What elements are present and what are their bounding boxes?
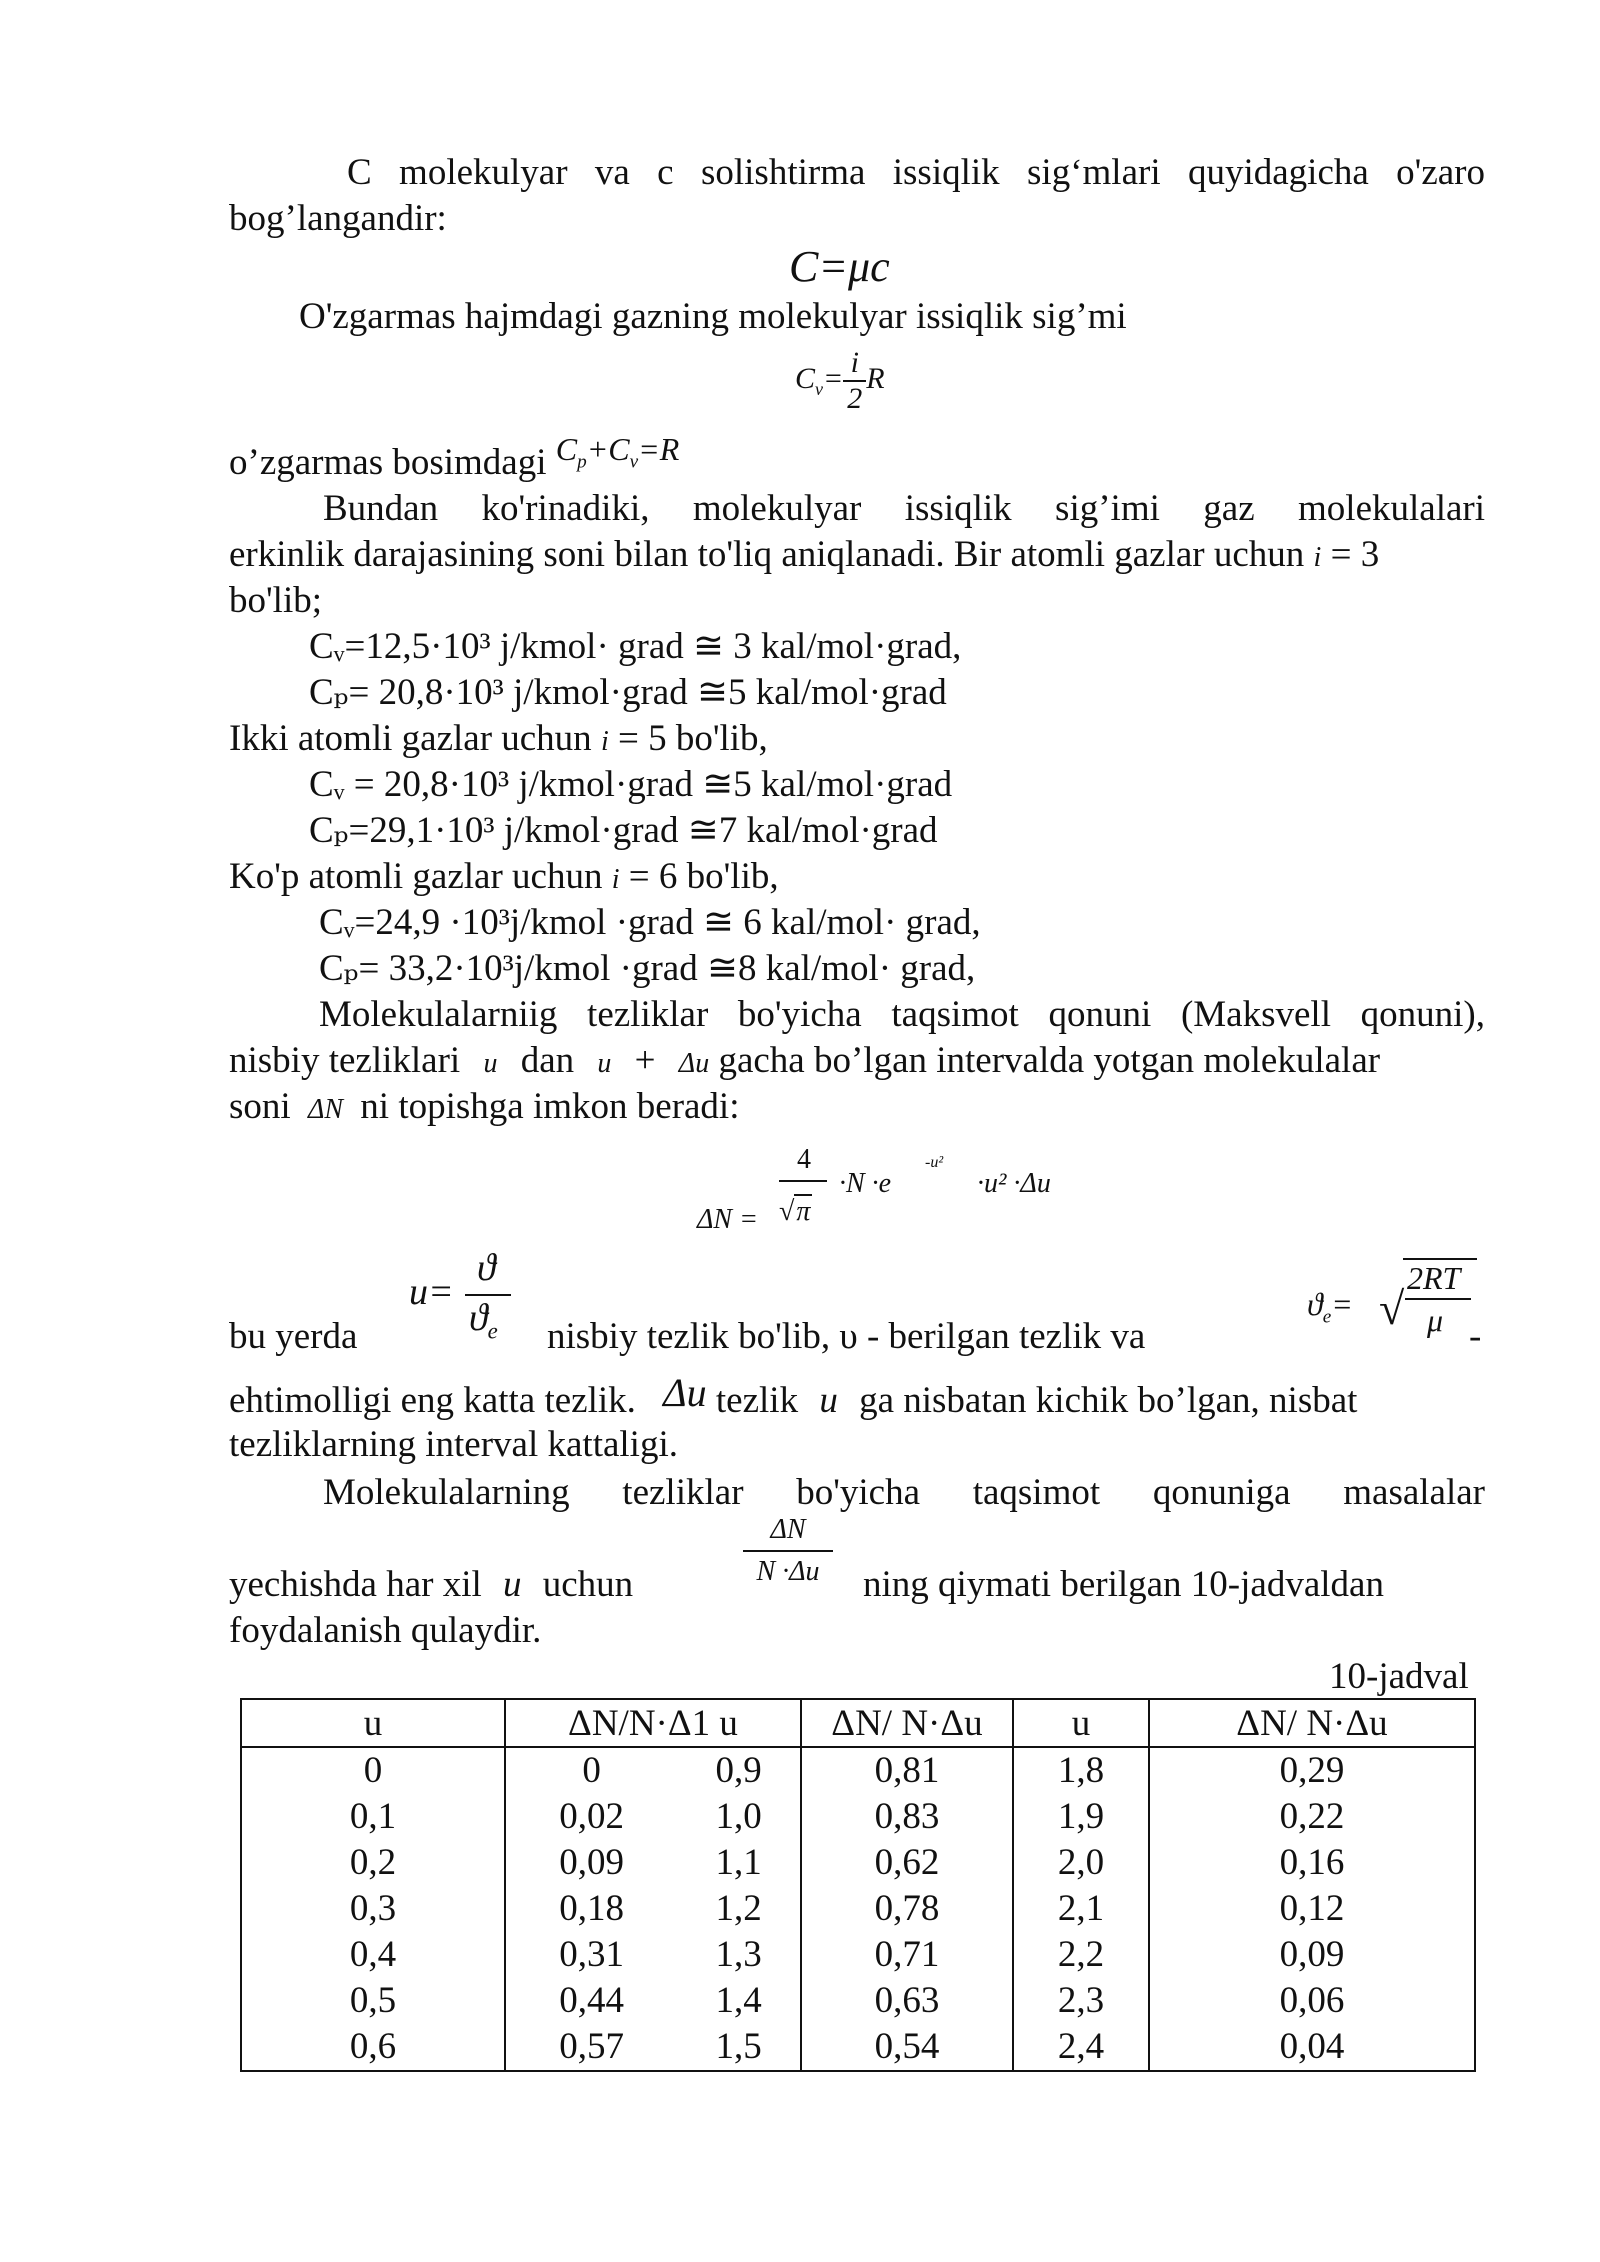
para6-uchun: uchun <box>542 1564 634 1605</box>
para3-gacha: gacha bo’lgan intervalda yotgan molekulalar <box>718 1040 1381 1081</box>
table-cell: 1,9 <box>1013 1794 1149 1840</box>
di-intro-text: Ikki atomli gazlar uchun <box>229 718 592 759</box>
delta-u: Δu <box>663 1370 707 1415</box>
para2-line1: Bundan ko'rinadiki, molekulyar issiqlik sig’imi gaz molekulalari <box>323 488 1485 529</box>
maxwell-tail: ·u² ·Δu <box>977 1168 1051 1199</box>
para5-ehtimolligi: ehtimolligi eng katta tezlik. <box>229 1380 636 1421</box>
i-symbol: i <box>1313 542 1322 573</box>
para5-line2: tezliklarning interval kattaligi. <box>229 1424 678 1465</box>
para4-nisbiy: nisbiy tezlik bo'lib, υ - berilgan tezlik va <box>547 1316 1146 1357</box>
cp-v: v <box>629 451 639 473</box>
poly-intro-text: Ko'p atomli gazlar uchun <box>229 856 603 897</box>
frac-dn: ΔN <box>770 1514 806 1545</box>
table-row <box>241 2024 1475 2071</box>
frac-num-i: i <box>843 346 866 382</box>
header-u-2: u <box>1013 1699 1149 1747</box>
para3-line3 <box>229 1084 740 1133</box>
delta-u: Δu <box>678 1048 710 1079</box>
table-cell: 1,2 <box>677 1886 801 1932</box>
table-cell: 0,57 <box>505 2024 677 2071</box>
u-eq-num: ϑ <box>477 1247 496 1289</box>
table-cell: 0,81 <box>801 1747 1013 1794</box>
maxwell-formula <box>697 1140 1257 1250</box>
table-cell: 0,02 <box>505 1794 677 1840</box>
table-cell: 0,31 <box>505 1932 677 1978</box>
cv-sub: v <box>815 378 824 399</box>
para6-yechishda: yechishda har xil <box>229 1564 482 1605</box>
poly-cp: Cₚ= 33,2·10³j/kmol ·grad ≅8 kal/mol· grad, <box>319 948 976 989</box>
table-row <box>241 1978 1475 2024</box>
para6-line2 <box>229 1562 1485 1608</box>
ve-lhs: $ϑ_e=$ <box>1307 1286 1353 1328</box>
table-row <box>241 1747 1475 1794</box>
dash: - <box>1469 1316 1482 1357</box>
table-cell: 0,09 <box>1149 1932 1475 1978</box>
table-row <box>241 1794 1475 1840</box>
frac-ndu: N ·Δu <box>743 1550 833 1588</box>
cv-symbol: C <box>795 361 816 395</box>
para4-bu-yerda: bu yerda <box>229 1316 358 1357</box>
header-dn-n-d1u: ΔN/N·Δ1 u <box>505 1699 801 1747</box>
table-cell: 0,63 <box>801 1978 1013 2024</box>
table-cell: 0,5 <box>241 1978 505 2024</box>
para3-line2 <box>229 1038 1485 1087</box>
para1-line2: bog’langandir: <box>229 198 447 239</box>
i-over-2 <box>843 346 866 416</box>
sqrt-sign: √ <box>1379 1283 1405 1334</box>
ve-frac-bar <box>1405 1298 1471 1300</box>
table-cell: 0,18 <box>505 1886 677 1932</box>
cp-c: C <box>555 431 578 467</box>
table-cell: 0,1 <box>241 1794 505 1840</box>
table-cell: 0,16 <box>1149 1840 1475 1886</box>
poly-intro-value: = 6 bo'lib, <box>628 856 779 897</box>
table-row <box>241 1840 1475 1886</box>
table-cell: 0,29 <box>1149 1747 1475 1794</box>
table-cell: 0,09 <box>505 1840 677 1886</box>
r-symbol: R <box>866 361 885 395</box>
para6-line1: Molekulalarning tezliklar bo'yicha taqsimot qonuniga masalalar <box>323 1472 1485 1513</box>
table-cell: 1,8 <box>1013 1747 1149 1794</box>
para3-nisbiy: nisbiy tezliklari <box>229 1040 461 1081</box>
equation-c-mu-c: C=μc <box>789 242 890 291</box>
table-cell: 2,1 <box>1013 1886 1149 1932</box>
u-eq-lhs: u= <box>409 1271 454 1313</box>
table-cell: 0 <box>241 1747 505 1794</box>
theta-symbol: ϑ <box>1307 1286 1323 1322</box>
table-cell: 0,62 <box>801 1840 1013 1886</box>
i-symbol: i <box>611 864 620 895</box>
maxwell-lhs: ΔN = <box>697 1204 759 1235</box>
para3-topish: ni topishga imkon beradi: <box>360 1086 740 1127</box>
theta-symbol: ϑ <box>469 1297 488 1339</box>
para2-line2 <box>229 532 1379 581</box>
para5-ga: ga nisbatan kichik bo’lgan, nisbat <box>859 1380 1358 1421</box>
table-cell: 1,3 <box>677 1932 801 1978</box>
ve-sub-e: e <box>1322 1306 1332 1328</box>
delta-n: ΔN <box>307 1094 344 1125</box>
u-symbol: u <box>503 1564 522 1605</box>
maxwell-fraction-bar <box>779 1180 827 1182</box>
table-cell: 1,1 <box>677 1840 801 1886</box>
cp-eq-r: =R <box>638 431 680 467</box>
sqrt-pi: √π <box>779 1196 811 1227</box>
para3-line1: Molekulalarniig tezliklar bo'yicha taqsimot qonuni (Maksvell qonuni), <box>319 994 1485 1035</box>
maxwell-exponent: -u² <box>925 1154 944 1171</box>
table-cell: 0,22 <box>1149 1794 1475 1840</box>
table-cell: 2,2 <box>1013 1932 1149 1978</box>
ve-equation <box>1307 1256 1507 1346</box>
table-cell: 0,83 <box>801 1794 1013 1840</box>
table-cell: 0 <box>505 1747 677 1794</box>
table-cell: 1,4 <box>677 1978 801 2024</box>
u-symbol: u <box>597 1048 612 1079</box>
u-symbol: u <box>483 1048 498 1079</box>
para5-line1 <box>229 1370 1485 1424</box>
di-intro <box>229 716 768 765</box>
pi-symbol: π <box>796 1196 811 1227</box>
table-cell: 2,4 <box>1013 2024 1149 2071</box>
header-dn-ndu-2: ΔN/ N·Δu <box>1149 1699 1475 1747</box>
table-cell: 0,9 <box>677 1747 801 1794</box>
di-intro-value: = 5 bo'lib, <box>617 718 768 759</box>
maxwell-n-e: ·N ·e <box>839 1168 892 1199</box>
ve-num: 2RT <box>1407 1260 1461 1296</box>
para2-line3: bo'lib; <box>229 580 323 621</box>
mono-cv: Cᵥ=12,5·10³ j/kmol· grad ≅ 3 kal/mol·grad, <box>309 626 962 667</box>
cp-intro-text: o’zgarmas bosimdagi <box>229 442 547 483</box>
table-row <box>241 1886 1475 1932</box>
maxwell-num: 4 <box>797 1144 811 1175</box>
equation-cv: $C_v=$ $\frac{i}{2}$ R <box>795 346 885 415</box>
para4-line1 <box>229 1314 1485 1360</box>
table-cell: 0,2 <box>241 1840 505 1886</box>
data-table <box>240 1698 1476 2072</box>
header-dn-ndu: ΔN/ N·Δu <box>801 1699 1013 1747</box>
table-cell: 0,12 <box>1149 1886 1475 1932</box>
cp-p: p <box>577 451 587 473</box>
para3-dan: dan <box>520 1040 575 1081</box>
para2-line2-text: erkinlik darajasining soni bilan to'liq aniqlanadi. Bir atomli gazlar uchun <box>229 534 1305 575</box>
table-cell: 2,3 <box>1013 1978 1149 2024</box>
poly-intro <box>229 854 779 903</box>
cp-plus-c: +C <box>586 431 630 467</box>
di-cv: Cᵥ = 20,8·10³ j/kmol·grad ≅5 kal/mol·grad <box>309 764 953 805</box>
para1-line1: C molekulyar va c solishtirma issiqlik sig‘mlari quyidagicha o'zaro <box>347 152 1485 193</box>
equation-cp-cv <box>555 431 680 473</box>
table-cell: 2,0 <box>1013 1840 1149 1886</box>
table-cell: 0,3 <box>241 1886 505 1932</box>
para3-soni: soni <box>229 1086 291 1127</box>
table-cell: 0,04 <box>1149 2024 1475 2071</box>
table-cell: 1,5 <box>677 2024 801 2071</box>
table-cell: 0,71 <box>801 1932 1013 1978</box>
plus-sign: + <box>634 1040 656 1081</box>
table-header-row <box>241 1699 1475 1747</box>
table-cell: 1,0 <box>677 1794 801 1840</box>
table-caption: 10-jadval <box>1329 1656 1469 1697</box>
mono-cp: Cₚ= 20,8·10³ j/kmol·grad ≅5 kal/mol·grad <box>309 672 947 713</box>
para5-tezlik: tezlik <box>715 1380 799 1421</box>
i-symbol: i <box>600 726 609 757</box>
u-symbol: u <box>819 1380 838 1421</box>
di-cp: Cₚ=29,1·10³ j/kmol·grad ≅7 kal/mol·grad <box>309 810 938 851</box>
para6-line3: foydalanish qulaydir. <box>229 1610 542 1651</box>
table-cell: 0,78 <box>801 1886 1013 1932</box>
cv-intro: O'zgarmas hajmdagi gazning molekulyar issiqlik sig’mi <box>299 296 1127 337</box>
table-cell: 0,6 <box>241 2024 505 2071</box>
theta-sub-e: e <box>487 1318 498 1344</box>
poly-cv: Cᵥ=24,9 ·10³j/kmol ·grad ≅ 6 kal/mol· grad, <box>319 902 981 943</box>
para6-ning: ning qiymati berilgan 10-jadvaldan <box>863 1564 1384 1605</box>
table-row <box>241 1932 1475 1978</box>
table-cell: 0,4 <box>241 1932 505 1978</box>
frac-den-2: 2 <box>847 382 863 415</box>
table-cell: 0,06 <box>1149 1978 1475 2024</box>
header-u: u <box>241 1699 505 1747</box>
para2-eq-3: = 3 <box>1330 534 1380 575</box>
table-cell: 0,44 <box>505 1978 677 2024</box>
table-cell: 0,54 <box>801 2024 1013 2071</box>
mu-symbol: μ <box>1427 1302 1444 1338</box>
